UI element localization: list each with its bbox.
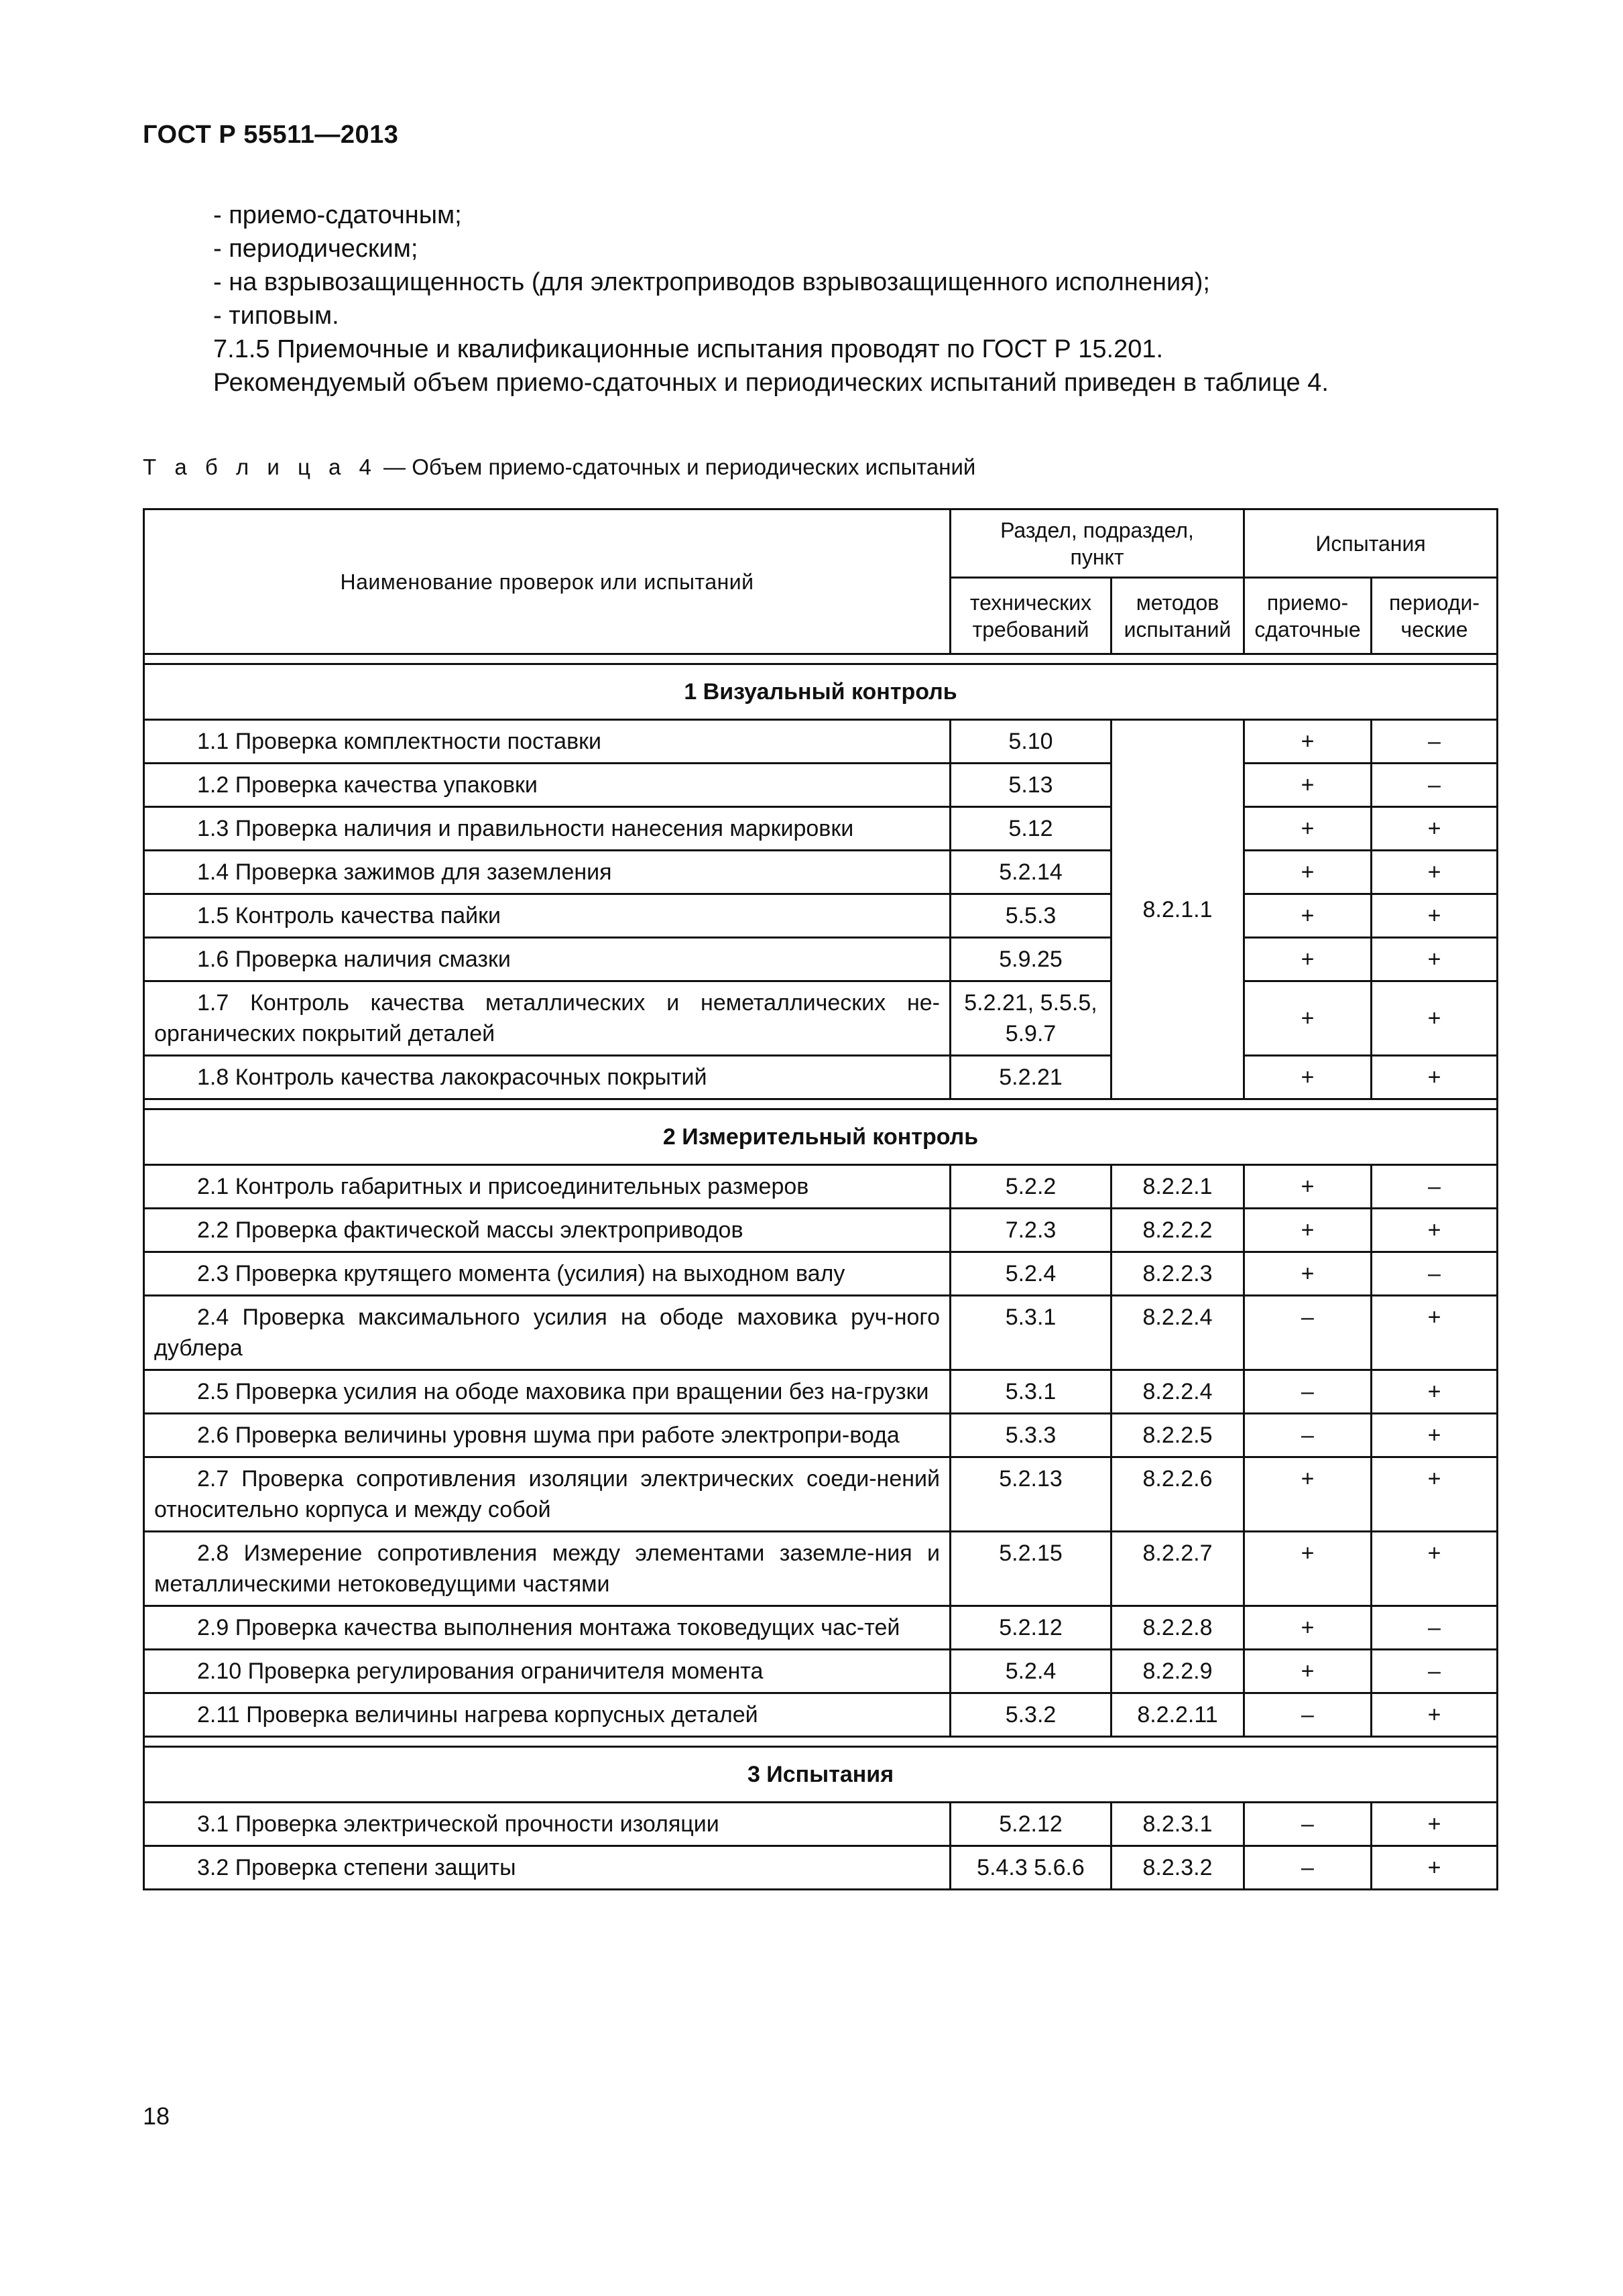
- row-name: [144, 1532, 951, 1606]
- row-periodic: +: [1372, 1532, 1498, 1606]
- intro-line: Рекомендуемый объем приемо-сдаточных и периодических испытаний приведен в таблице 4.: [213, 369, 1329, 397]
- row-tech-ref: 5.5.3: [951, 894, 1111, 938]
- row-method-ref: 8.2.2.11: [1111, 1693, 1244, 1737]
- intro-line: - периодическим;: [213, 235, 418, 263]
- row-tech-ref: 5.2.12: [951, 1606, 1111, 1650]
- row-method-ref: 8.2.2.5: [1111, 1414, 1244, 1457]
- row-name-text: 2.4 Проверка максимального усилия на ободе маховика руч-ного дублера: [154, 1305, 940, 1361]
- intro-line: - типовым.: [213, 302, 339, 330]
- row-tech-ref: 5.2.12: [951, 1803, 1111, 1846]
- row-name: [144, 894, 951, 938]
- row-method-ref: 8.2.2.7: [1111, 1532, 1244, 1606]
- row-tech-ref: 5.9.25: [951, 938, 1111, 981]
- table-row: [144, 938, 1498, 981]
- row-periodic: +: [1372, 1370, 1498, 1414]
- tests-table: [143, 508, 1498, 1890]
- header-section-group: Раздел, подраздел, пункт: [951, 509, 1244, 578]
- table-caption: [143, 455, 975, 480]
- row-acceptance: +: [1244, 1457, 1372, 1532]
- row-name-text: 1.7 Контроль качества металлических и неметаллических не-органических покрытий деталей: [154, 990, 940, 1046]
- row-tech-ref: 5.2.21, 5.5.5, 5.9.7: [951, 981, 1111, 1056]
- row-periodic: –: [1372, 764, 1498, 807]
- section-gap: [144, 1737, 1498, 1747]
- intro-line: - на взрывозащищенность (для электроприводов взрывозащищенного исполнения);: [213, 268, 1210, 296]
- row-name-text: 2.7 Проверка сопротивления изоляции электрических соеди-нений относительно корпуса и между собой: [154, 1466, 940, 1522]
- row-tech-ref: 5.4.3 5.6.6: [951, 1846, 1111, 1890]
- document-code: ГОСТ Р 55511—2013: [143, 121, 399, 149]
- row-acceptance: +: [1244, 851, 1372, 894]
- header-tech: технических требований: [951, 578, 1111, 654]
- row-name: [144, 1252, 951, 1296]
- row-tech-ref: 7.2.3: [951, 1209, 1111, 1252]
- row-acceptance: +: [1244, 981, 1372, 1056]
- row-acceptance: +: [1244, 807, 1372, 851]
- table-row: [144, 1296, 1498, 1370]
- row-acceptance: –: [1244, 1803, 1372, 1846]
- table-body: [144, 654, 1498, 1890]
- row-acceptance: +: [1244, 1606, 1372, 1650]
- row-name-text: 1.8 Контроль качества лакокрасочных покрытий: [197, 1065, 707, 1090]
- row-periodic: +: [1372, 851, 1498, 894]
- section-title: 1 Визуальный контроль: [144, 664, 1498, 720]
- section-gap: [144, 654, 1498, 664]
- row-method-ref: 8.2.2.9: [1111, 1650, 1244, 1693]
- table-row: [144, 1252, 1498, 1296]
- row-acceptance: +: [1244, 1209, 1372, 1252]
- row-method-merged: 8.2.1.1: [1111, 720, 1244, 1099]
- section-row: [144, 1747, 1498, 1803]
- row-name-text: 1.1 Проверка комплектности поставки: [197, 729, 602, 754]
- row-acceptance: –: [1244, 1296, 1372, 1370]
- row-name: [144, 1606, 951, 1650]
- row-tech-ref: 5.12: [951, 807, 1111, 851]
- row-acceptance: –: [1244, 1414, 1372, 1457]
- row-method-ref: 8.2.2.4: [1111, 1370, 1244, 1414]
- page-number: 18: [143, 2102, 170, 2130]
- row-name-text: 2.5 Проверка усилия на ободе маховика при вращении без на-грузки: [197, 1379, 929, 1404]
- row-periodic: +: [1372, 1056, 1498, 1099]
- table-row: [144, 1370, 1498, 1414]
- row-name: [144, 1693, 951, 1737]
- section-gap-cell: [144, 1737, 1498, 1747]
- row-name: [144, 1165, 951, 1209]
- row-name-text: 2.10 Проверка регулирования ограничителя момента: [197, 1658, 764, 1684]
- row-name: [144, 1056, 951, 1099]
- header-acceptance: приемо-сдаточные: [1244, 578, 1372, 654]
- section-title: 3 Испытания: [144, 1747, 1498, 1803]
- row-name-text: 2.9 Проверка качества выполнения монтажа токоведущих час-тей: [197, 1615, 900, 1640]
- row-name-text: 2.6 Проверка величины уровня шума при работе электропри-вода: [197, 1423, 900, 1448]
- section-row: [144, 664, 1498, 720]
- row-method-ref: 8.2.2.1: [1111, 1165, 1244, 1209]
- row-name: [144, 851, 951, 894]
- section-gap: [144, 1099, 1498, 1109]
- row-name: [144, 1846, 951, 1890]
- row-periodic: +: [1372, 1209, 1498, 1252]
- row-acceptance: +: [1244, 720, 1372, 764]
- section-gap-cell: [144, 1099, 1498, 1109]
- row-name: [144, 1803, 951, 1846]
- table-row: [144, 1650, 1498, 1693]
- row-tech-ref: 5.2.4: [951, 1650, 1111, 1693]
- row-name-text: 1.4 Проверка зажимов для заземления: [197, 859, 612, 885]
- header-periodic: периоди-ческие: [1372, 578, 1498, 654]
- row-tech-ref: 5.2.4: [951, 1252, 1111, 1296]
- row-periodic: +: [1372, 938, 1498, 981]
- table-row: [144, 1606, 1498, 1650]
- table-row: [144, 1165, 1498, 1209]
- table-row: [144, 1803, 1498, 1846]
- row-method-ref: 8.2.3.1: [1111, 1803, 1244, 1846]
- table-caption-text: — Объем приемо-сдаточных и периодических испытаний: [377, 455, 976, 479]
- row-name-text: 3.1 Проверка электрической прочности изоляции: [197, 1811, 719, 1837]
- row-periodic: +: [1372, 1414, 1498, 1457]
- section-title: 2 Измерительный контроль: [144, 1109, 1498, 1165]
- header-name: Наименование проверок или испытаний: [144, 509, 951, 654]
- table-row: [144, 894, 1498, 938]
- row-name: [144, 1209, 951, 1252]
- intro-text: [213, 198, 1520, 400]
- row-name-text: 1.3 Проверка наличия и правильности нанесения маркировки: [197, 816, 854, 841]
- row-name-text: 3.2 Проверка степени защиты: [197, 1855, 516, 1880]
- row-periodic: +: [1372, 1296, 1498, 1370]
- row-periodic: +: [1372, 1803, 1498, 1846]
- row-tech-ref: 5.2.21: [951, 1056, 1111, 1099]
- row-tech-ref: 5.3.2: [951, 1693, 1111, 1737]
- row-name: [144, 981, 951, 1056]
- intro-line: - приемо-сдаточным;: [213, 201, 462, 229]
- row-periodic: –: [1372, 1606, 1498, 1650]
- table-row: [144, 1414, 1498, 1457]
- row-method-ref: 8.2.2.4: [1111, 1296, 1244, 1370]
- row-acceptance: +: [1244, 1165, 1372, 1209]
- intro-line: 7.1.5 Приемочные и квалификационные испытания проводят по ГОСТ Р 15.201.: [213, 335, 1164, 363]
- row-periodic: +: [1372, 894, 1498, 938]
- row-periodic: +: [1372, 1457, 1498, 1532]
- row-tech-ref: 5.2.15: [951, 1532, 1111, 1606]
- row-name: [144, 1650, 951, 1693]
- table-row: [144, 851, 1498, 894]
- row-acceptance: –: [1244, 1693, 1372, 1737]
- table-row: [144, 764, 1498, 807]
- table-row: [144, 807, 1498, 851]
- row-periodic: –: [1372, 720, 1498, 764]
- row-tech-ref: 5.3.1: [951, 1296, 1111, 1370]
- row-name-text: 2.8 Измерение сопротивления между элементами заземле-ния и металлическими нетоковедущими частями: [154, 1540, 940, 1597]
- row-acceptance: +: [1244, 1650, 1372, 1693]
- row-acceptance: +: [1244, 1056, 1372, 1099]
- row-tech-ref: 5.2.14: [951, 851, 1111, 894]
- row-name-text: 2.11 Проверка величины нагрева корпусных деталей: [197, 1702, 758, 1728]
- section-row: [144, 1109, 1498, 1165]
- row-periodic: +: [1372, 981, 1498, 1056]
- row-name: [144, 1457, 951, 1532]
- row-acceptance: –: [1244, 1846, 1372, 1890]
- row-acceptance: +: [1244, 894, 1372, 938]
- row-acceptance: +: [1244, 1532, 1372, 1606]
- row-acceptance: –: [1244, 1370, 1372, 1414]
- row-periodic: –: [1372, 1650, 1498, 1693]
- row-method-ref: 8.2.2.2: [1111, 1209, 1244, 1252]
- row-method-ref: 8.2.2.6: [1111, 1457, 1244, 1532]
- row-periodic: +: [1372, 1846, 1498, 1890]
- row-name-text: 1.6 Проверка наличия смазки: [197, 947, 511, 972]
- row-acceptance: +: [1244, 1252, 1372, 1296]
- row-name-text: 2.3 Проверка крутящего момента (усилия) на выходном валу: [197, 1261, 845, 1286]
- table-row: [144, 981, 1498, 1056]
- row-periodic: +: [1372, 807, 1498, 851]
- table-row: [144, 1457, 1498, 1532]
- table-row: [144, 1056, 1498, 1099]
- row-name: [144, 938, 951, 981]
- table-row: [144, 720, 1498, 764]
- row-name-text: 1.2 Проверка качества упаковки: [197, 772, 538, 798]
- row-name-text: 2.2 Проверка фактической массы электроприводов: [197, 1217, 743, 1243]
- table-row: [144, 1532, 1498, 1606]
- row-method-ref: 8.2.3.2: [1111, 1846, 1244, 1890]
- row-periodic: –: [1372, 1252, 1498, 1296]
- row-tech-ref: 5.10: [951, 720, 1111, 764]
- row-name: [144, 807, 951, 851]
- row-acceptance: +: [1244, 938, 1372, 981]
- table-row: [144, 1209, 1498, 1252]
- row-tech-ref: 5.13: [951, 764, 1111, 807]
- row-name: [144, 1414, 951, 1457]
- table-row: [144, 1846, 1498, 1890]
- row-name: [144, 764, 951, 807]
- row-name: [144, 1370, 951, 1414]
- row-acceptance: +: [1244, 764, 1372, 807]
- row-tech-ref: 5.2.2: [951, 1165, 1111, 1209]
- section-gap-cell: [144, 654, 1498, 664]
- row-tech-ref: 5.2.13: [951, 1457, 1111, 1532]
- row-method-ref: 8.2.2.8: [1111, 1606, 1244, 1650]
- row-name: [144, 720, 951, 764]
- row-periodic: –: [1372, 1165, 1498, 1209]
- row-name-text: 1.5 Контроль качества пайки: [197, 903, 501, 928]
- row-method-ref: 8.2.2.3: [1111, 1252, 1244, 1296]
- row-name-text: 2.1 Контроль габаритных и присоединительных размеров: [197, 1174, 809, 1199]
- table-row: [144, 1693, 1498, 1737]
- row-tech-ref: 5.3.3: [951, 1414, 1111, 1457]
- header-methods: методов испытаний: [1111, 578, 1244, 654]
- table-caption-label: Т а б л и ц а 4: [143, 455, 377, 479]
- row-name: [144, 1296, 951, 1370]
- row-periodic: +: [1372, 1693, 1498, 1737]
- header-tests-group: Испытания: [1244, 509, 1498, 578]
- row-tech-ref: 5.3.1: [951, 1370, 1111, 1414]
